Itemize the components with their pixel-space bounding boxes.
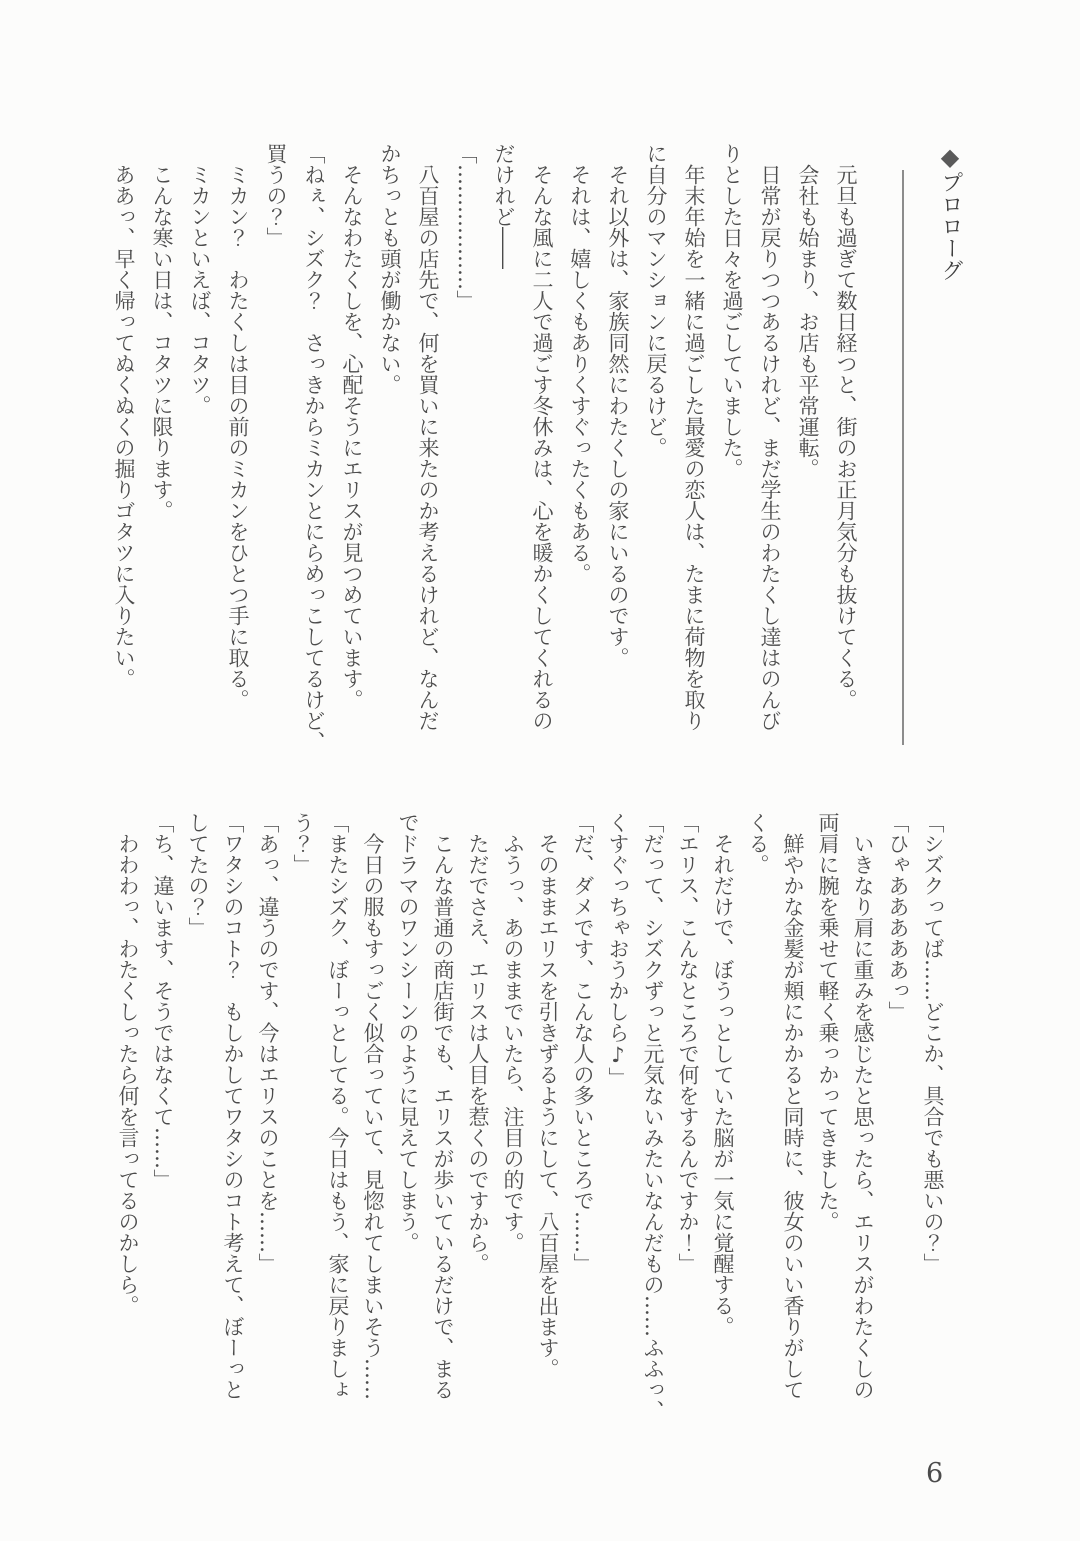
text-column: くる。 bbox=[746, 812, 770, 875]
text-column: それだけで、ぼうっとしていた脳が一気に覚醒する。 bbox=[711, 833, 735, 1337]
text-column: 八百屋の店先で、何を買いに来たのか考えるけれど、なんだ bbox=[416, 164, 440, 731]
text-column: 今日の服もすっごく似合っていて、見惚れてしまいそう…… bbox=[361, 833, 385, 1400]
text-column: ミカンといえば、コタツ。 bbox=[188, 164, 212, 416]
text-column: 「あっ、違うのです、今はエリスのことを……」 bbox=[256, 812, 280, 1274]
text-column: そのままエリスを引きずるようにして、八百屋を出ます。 bbox=[536, 833, 560, 1379]
text-column: ただでさえ、エリスは人目を惹くのですから。 bbox=[466, 833, 490, 1274]
text-column: 会社も始まり、お店も平常運転。 bbox=[796, 164, 820, 479]
text-column: くすぐっちゃおうかしら♪」 bbox=[606, 812, 630, 1088]
text-column: してたの？」 bbox=[186, 812, 210, 938]
text-column: 日常が戻りつつあるけれど、まだ学生のわたくし達はのんび bbox=[758, 164, 782, 731]
text-column: ふうっ、あのままでいたら、注目の的です。 bbox=[501, 833, 525, 1253]
text-column: 「またシズク、ぼーっとしてる。今日はもう、家に戻りましょ bbox=[326, 812, 350, 1400]
text-column: 「ち、違います、そうではなくて……」 bbox=[151, 812, 175, 1190]
text-column: かちっとも頭が働かない。 bbox=[378, 143, 402, 395]
text-column: わわわっ、わたくしったら何を言ってるのかしら。 bbox=[116, 833, 140, 1316]
text-column: う？」 bbox=[291, 812, 315, 875]
text-column: 「ひゃあああああっ」 bbox=[886, 812, 910, 1022]
text-column: 両肩に腕を乗せて軽く乗っかってきました。 bbox=[816, 812, 840, 1232]
text-column: 「エリス、こんなところで何をするんですか！」 bbox=[676, 812, 700, 1274]
text-column: 「ねぇ、シズク？ さっきからミカンとにらめっこしてるけど、 bbox=[302, 143, 326, 752]
text-column: に自分のマンションに戻るけど。 bbox=[644, 143, 668, 458]
text-column: 「ワタシのコト？ もしかしてワタシのコト考えて、ぼーっと bbox=[221, 812, 245, 1400]
text-column: 「シズクってば……どこか、具合でも悪いの？」 bbox=[921, 812, 945, 1274]
chapter-title: プロローグ bbox=[938, 171, 963, 281]
text-column: それは、嬉しくもありくすぐったくもある。 bbox=[568, 164, 592, 584]
text-column: こんな普通の商店街でも、エリスが歩いているだけで、まる bbox=[431, 833, 455, 1400]
text-column: 「だって、シズクずっと元気ないみたいなんだもの……ふふっ、 bbox=[641, 812, 665, 1421]
text-column: 買うの？」 bbox=[264, 143, 288, 248]
text-column: ミカン？ わたくしは目の前のミカンをひとつ手に取る。 bbox=[226, 164, 250, 710]
text-column: だけれど―― bbox=[492, 143, 516, 269]
text-column: 年末年始を一緒に過ごした最愛の恋人は、たまに荷物を取り bbox=[682, 164, 706, 731]
chapter-heading bbox=[930, 143, 970, 281]
text-column: ああっ、早く帰ってぬくぬくの掘りゴタツに入りたい。 bbox=[112, 164, 136, 689]
page-number: 6 bbox=[926, 1458, 944, 1489]
diamond-icon: ◆ bbox=[936, 143, 964, 171]
text-column: 「だ、ダメです、こんな人の多いところで……」 bbox=[571, 812, 595, 1274]
text-column: 元旦も過ぎて数日経つと、街のお正月気分も抜けてくる。 bbox=[834, 164, 858, 710]
text-column: こんな寒い日は、コタツに限ります。 bbox=[150, 164, 174, 521]
text-column: 鮮やかな金髪が頬にかかると同時に、彼女のいい香りがして bbox=[781, 833, 805, 1400]
text-column: そんな風に二人で過ごす冬休みは、心を暖かくしてくれるの bbox=[530, 164, 554, 731]
text-column: それ以外は、家族同然にわたくしの家にいるのです。 bbox=[606, 164, 630, 668]
text-column: いきなり肩に重みを感じたと思ったら、エリスがわたくしの bbox=[851, 833, 875, 1400]
text-column: 「………………」 bbox=[454, 143, 478, 311]
text-column: そんなわたくしを、心配そうにエリスが見つめています。 bbox=[340, 164, 364, 710]
text-block-top bbox=[105, 143, 865, 757]
text-block-bottom bbox=[110, 812, 950, 1434]
heading-rule bbox=[902, 170, 904, 745]
text-column: でドラマのワンシーンのように見えてしまう。 bbox=[396, 812, 420, 1253]
text-column: りとした日々を過ごしていました。 bbox=[720, 143, 744, 479]
